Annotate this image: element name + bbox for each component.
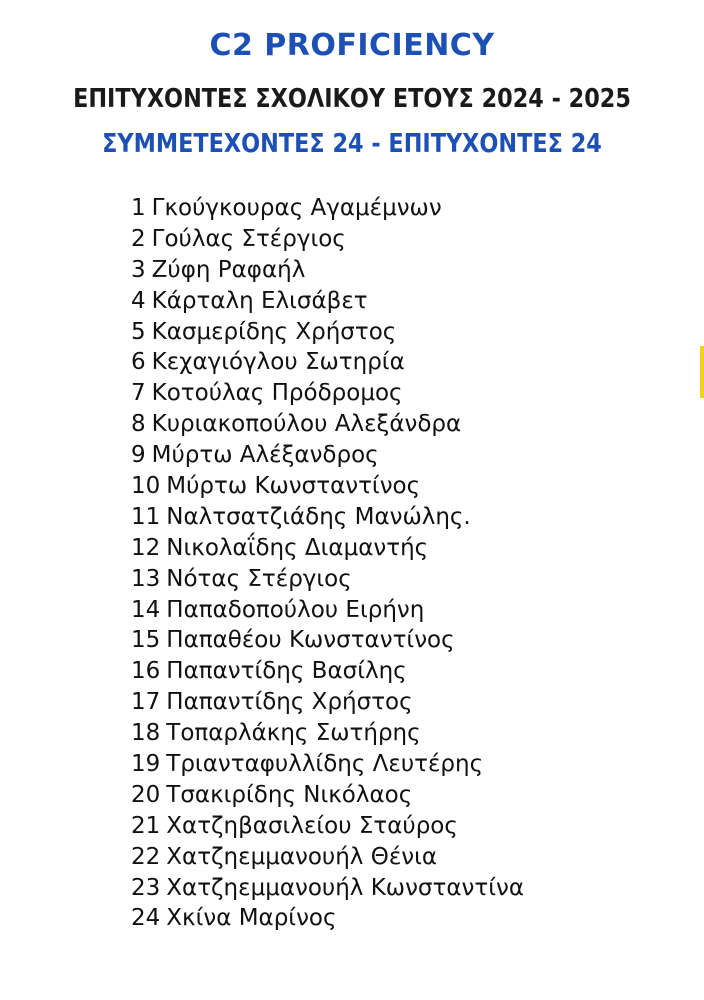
- student-name: Τριανταφυλλίδης Λευτέρης: [166, 751, 484, 778]
- item-number: 24: [131, 905, 161, 932]
- student-name: Γούλας Στέργιος: [151, 225, 346, 252]
- item-number: 22: [131, 843, 161, 870]
- student-name: Χατζηβασιλείου Σταύρος: [166, 812, 458, 839]
- student-name: Χατζηεμμανουήλ Θένια: [166, 843, 438, 870]
- item-number: 16: [131, 658, 161, 685]
- list-item: [131, 564, 524, 595]
- student-name: Κυριακοπούλου Αλεξάνδρα: [151, 411, 462, 438]
- list-item: [131, 811, 524, 842]
- student-name: Παπαντίδης Βασίλης: [166, 658, 407, 685]
- list-item: [131, 595, 524, 626]
- student-name: Νικολαΐδης Διαμαντής: [166, 534, 429, 561]
- list-item: [131, 780, 524, 811]
- list-item: [131, 687, 524, 718]
- item-number: 20: [131, 781, 161, 808]
- student-name: Ναλτσατζιάδης Μανώλης.: [166, 503, 471, 530]
- student-name: Κοτούλας Πρόδρομος: [151, 380, 403, 407]
- student-name: Παπαντίδης Χρήστος: [166, 689, 413, 716]
- list-item: [131, 286, 524, 317]
- student-name: Γκούγκουρας Αγαμέμνων: [151, 195, 442, 221]
- list-item: [131, 656, 524, 687]
- item-number: 3: [131, 256, 146, 283]
- item-number: 10: [131, 473, 161, 500]
- student-name: Παπαθέου Κωνσταντίνος: [166, 627, 455, 654]
- item-number: 15: [131, 627, 161, 654]
- item-number: 4: [131, 287, 146, 314]
- student-name: Κεχαγιόγλου Σωτηρία: [151, 349, 405, 376]
- item-number: 14: [131, 596, 161, 623]
- item-number: 12: [131, 534, 161, 561]
- item-number: 8: [131, 411, 146, 438]
- item-number: 5: [131, 318, 146, 345]
- page-title: C2 PROFICIENCY: [209, 28, 495, 63]
- student-list: [131, 193, 524, 934]
- student-name: Χατζηεμμανουήλ Κωνσταντίνα: [166, 874, 524, 901]
- list-item: [131, 193, 524, 224]
- item-number: 7: [131, 380, 146, 407]
- item-number: 2: [131, 225, 146, 252]
- item-number: 11: [131, 503, 161, 530]
- list-item: [131, 317, 524, 348]
- item-number: 1: [131, 195, 146, 221]
- student-name: Χκίνα Μαρίνος: [166, 905, 337, 932]
- list-item: [131, 255, 524, 286]
- item-number: 19: [131, 751, 161, 778]
- list-item: [131, 533, 524, 564]
- item-number: 21: [131, 812, 161, 839]
- list-item: [131, 903, 524, 934]
- student-name: Μύρτω Αλέξανδρος: [151, 442, 379, 469]
- list-item: [131, 440, 524, 471]
- results-summary: ΣΥΜΜΕΤΕΧΟΝΤΕΣ 24 - ΕΠΙΤΥΧΟΝΤΕΣ 24: [102, 129, 602, 159]
- item-number: 6: [131, 349, 146, 376]
- list-item: [131, 873, 524, 904]
- item-number: 17: [131, 689, 161, 716]
- page-subtitle: ΕΠΙΤΥΧΟΝΤΕΣ ΣΧΟΛΙΚΟΥ ΕΤΟΥΣ 2024 - 2025: [73, 84, 631, 114]
- student-name: Τοπαρλάκης Σωτήρης: [166, 720, 421, 747]
- list-item: [131, 224, 524, 255]
- list-item: [131, 409, 524, 440]
- list-item: [131, 718, 524, 749]
- list-item: [131, 842, 524, 873]
- student-name: Παπαδοπούλου Ειρήνη: [166, 596, 425, 623]
- student-name: Νότας Στέργιος: [166, 565, 352, 592]
- student-name: Τσακιρίδης Νικόλαος: [166, 781, 413, 808]
- edge-highlight-mark: [700, 346, 704, 398]
- student-name: Κάρταλη Ελισάβετ: [151, 287, 368, 314]
- list-item: [131, 378, 524, 409]
- list-item: [131, 625, 524, 656]
- item-number: 9: [131, 442, 146, 469]
- list-item: [131, 749, 524, 780]
- student-name: Ζύφη Ραφαήλ: [151, 256, 306, 283]
- item-number: 18: [131, 720, 161, 747]
- list-item: [131, 471, 524, 502]
- list-item: [131, 347, 524, 378]
- student-name: Μύρτω Κωνσταντίνος: [166, 473, 421, 500]
- item-number: 13: [131, 565, 161, 592]
- item-number: 23: [131, 874, 161, 901]
- student-name: Κασμερίδης Χρήστος: [151, 318, 397, 345]
- list-item: [131, 502, 524, 533]
